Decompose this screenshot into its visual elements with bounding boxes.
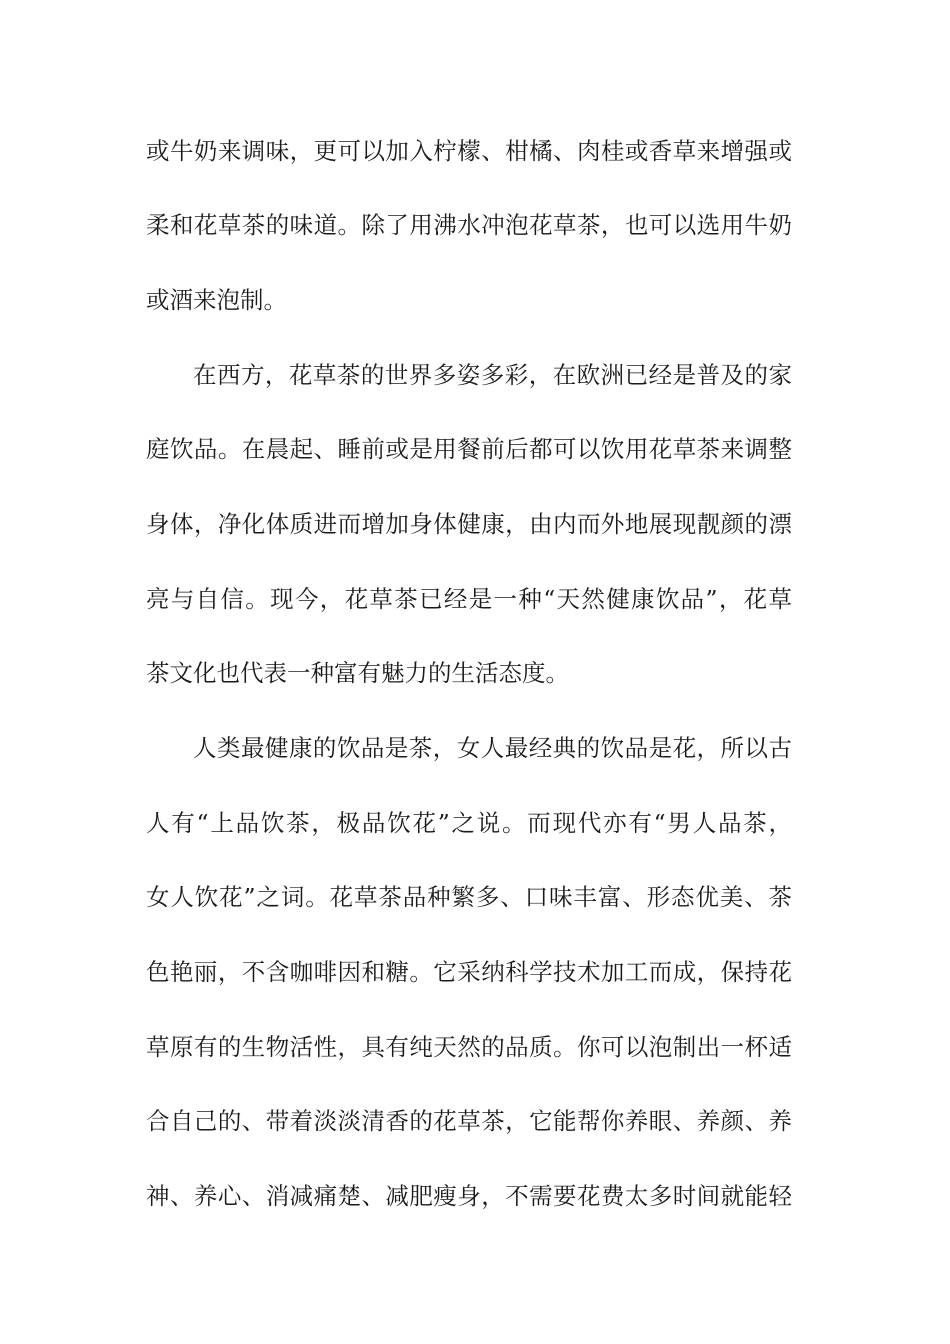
text-line: 色艳丽，不含咖啡因和糖。它采纳科学技术加工而成，保持花 [146,958,792,986]
text-line: 草原有的生物活性，具有纯天然的品质。你可以泡制出一杯适 [146,1033,792,1061]
text-line: 或酒来泡制。 [146,286,287,314]
text-line: 茶文化也代表一种富有魅力的生活态度。 [146,659,569,687]
paragraph-first-line: 人类最健康的饮品是茶，女人最经典的饮品是花，所以古 [193,734,792,762]
text-line: 亮与自信。现今，花草茶已经是一种“天然健康饮品”，花草 [146,585,792,613]
text-line: 女人饮花”之词。花草茶品种繁多、口味丰富、形态优美、茶 [146,883,792,911]
paragraph-first-line: 在西方，花草茶的世界多姿多彩，在欧洲已经是普及的家 [193,361,792,389]
text-line: 人有“上品饮茶，极品饮花”之说。而现代亦有“男人品茶， [146,809,792,837]
text-line: 或牛奶来调味，更可以加入柠檬、柑橘、肉桂或香草来增强或 [146,137,792,165]
text-line: 神、养心、消减痛楚、减肥瘦身，不需要花费太多时间就能轻 [146,1182,792,1210]
text-line: 柔和花草茶的味道。除了用沸水冲泡花草茶，也可以选用牛奶 [146,211,792,239]
text-line: 身体，净化体质进而增加身体健康，由内而外地展现靓颜的漂 [146,510,792,538]
text-line: 庭饮品。在晨起、睡前或是用餐前后都可以饮用花草茶来调整 [146,435,792,463]
text-line: 合自己的、带着淡淡清香的花草茶，它能帮你养眼、养颜、养 [146,1107,792,1135]
